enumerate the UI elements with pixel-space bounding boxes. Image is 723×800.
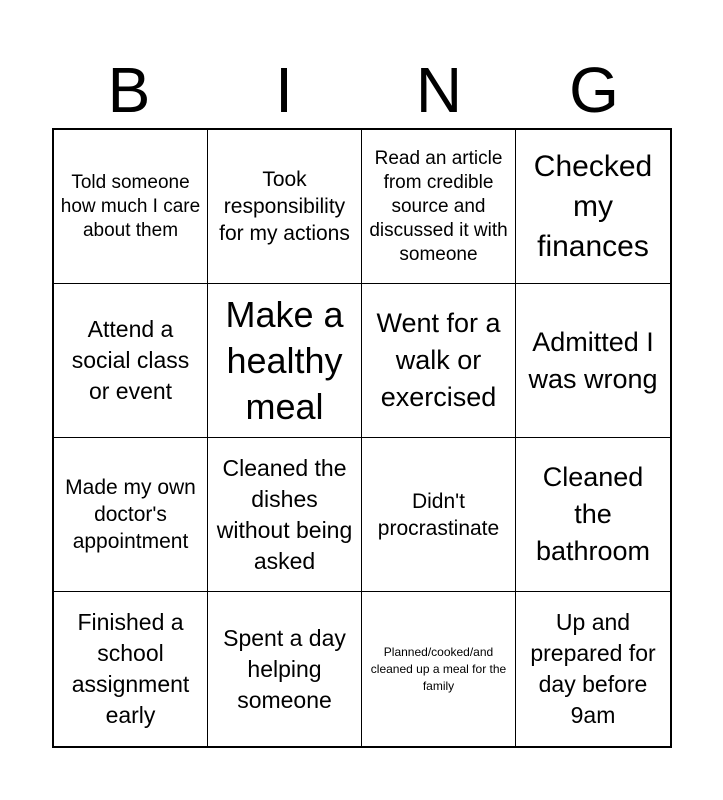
bingo-cell-text: Admitted I was wrong [528, 326, 658, 394]
bingo-cell[interactable] [516, 592, 670, 746]
bingo-cell-text: Didn't procrastinate [377, 489, 500, 540]
bingo-cell-text: Planned/cooked/and cleaned up a meal for the family [370, 644, 507, 693]
bingo-cell[interactable] [362, 130, 516, 284]
header-letter-n: N [415, 54, 463, 126]
bingo-cell[interactable] [54, 284, 208, 438]
bingo-cell-text: Cleaned the dishes without being asked [216, 454, 353, 574]
header-letter-i: I [275, 54, 293, 126]
bingo-cell[interactable] [516, 130, 670, 284]
bingo-cell-text: Finished a school assignment early [71, 609, 190, 728]
bingo-cell[interactable] [208, 592, 362, 746]
header-letter-g: G [569, 54, 619, 126]
bingo-cell[interactable] [208, 284, 362, 438]
bingo-cell[interactable] [362, 592, 516, 746]
bingo-cell-text: Cleaned the bathroom [535, 462, 651, 566]
bingo-cell[interactable] [54, 592, 208, 746]
bingo-cell-text: Made my own doctor's appointment [65, 476, 196, 553]
bingo-cell-text: Took responsibility for my actions [219, 168, 350, 245]
bingo-cell-text: Told someone how much I care about them [60, 171, 201, 241]
bingo-cell[interactable] [516, 284, 670, 438]
bingo-cell[interactable] [208, 130, 362, 284]
bingo-cell-text: Went for a walk or exercised [376, 308, 501, 412]
bingo-cell[interactable] [362, 284, 516, 438]
bingo-cell[interactable] [54, 438, 208, 592]
bingo-cell[interactable] [362, 438, 516, 592]
bingo-board [52, 128, 672, 748]
header-letter-b: B [107, 54, 151, 126]
bingo-cell-text: Make a healthy meal [225, 293, 344, 427]
bingo-cell[interactable] [516, 438, 670, 592]
bingo-cell-text: Read an article from credible source and discussed it with someone [369, 147, 508, 265]
bingo-cell[interactable] [54, 130, 208, 284]
bingo-cell-text: Attend a social class or event [71, 316, 190, 404]
bingo-cell-text: Up and prepared for day before 9am [530, 609, 656, 728]
bingo-header [0, 0, 723, 128]
bingo-cell-text: Spent a day helping someone [223, 624, 346, 713]
bingo-cell-text: Checked my finances [533, 149, 653, 263]
bingo-cell[interactable] [208, 438, 362, 592]
